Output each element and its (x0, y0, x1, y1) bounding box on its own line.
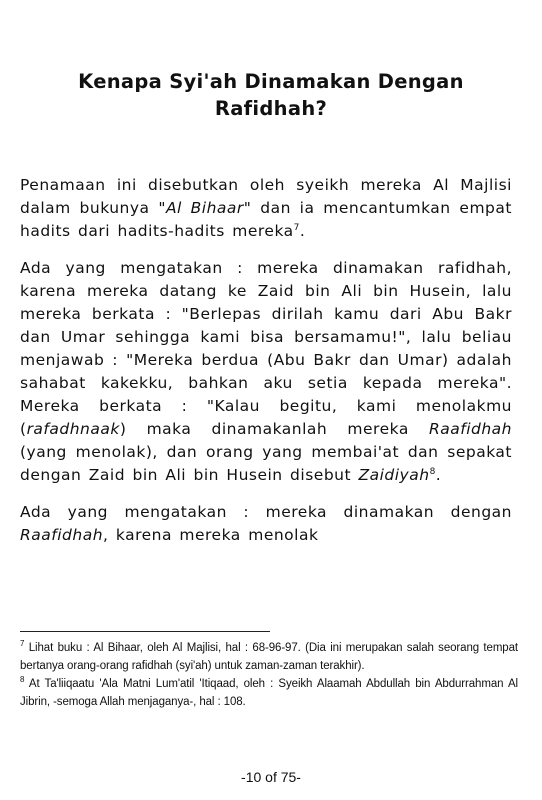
page-number: -10 of 75- (241, 769, 301, 785)
body-text (20, 174, 512, 561)
paragraph-text: Ada yang mengatakan : mereka dinamakan dengan (20, 503, 512, 521)
footnote-text: At Ta'liiqaatu 'Ala Matni Lum'atil 'Itiqaad, oleh : Syeikh Alaamah Abdullah bin Abdurrahman Al Jibrin, -semoga Allah menjaganya-, hal : 108. (20, 678, 518, 708)
footnotes (20, 639, 518, 711)
paragraph-2 (20, 257, 512, 487)
footnote-ref-8[interactable]: 8 (429, 466, 436, 477)
italic-term: rafadhnaak (26, 420, 120, 438)
paragraph-text: . (299, 222, 306, 240)
footnote-8 (20, 675, 518, 711)
page-title: Kenapa Syi'ah Dinamakan Dengan Rafidhah? (78, 70, 464, 120)
footnote-ref-7[interactable]: 7 (293, 222, 300, 233)
paragraph-text: ) maka dinamakanlah mereka (119, 420, 429, 438)
paragraph-text: " dan ia mencantumkan empat hadits dari hadits-hadits mereka (20, 199, 512, 240)
italic-term: Raafidhah (428, 420, 512, 438)
paragraph-text: Ada yang mengatakan : mereka dinamakan rafidhah, karena mereka datang ke Zaid bin Ali bin Husein, lalu mereka berkata : "Berlepas dirilah kamu dari Abu Bakr dan Umar sehingga kami bisa bersamamu!", lalu beliau menjawab : "Mereka berdua (Abu Bakr dan Umar) adalah sahabat kakekku, bahkan aku setia kepada mereka". Mereka berkata : "Kalau begitu, kami menolakmu ( (20, 259, 512, 438)
italic-term: Al Bihaar (165, 199, 244, 217)
footnote-divider (20, 631, 270, 632)
paragraph-text: (yang menolak), dan orang yang membai'at dan sepakat dengan Zaid bin Ali bin Husein disebut (20, 443, 512, 484)
footnote-text: Lihat buku : Al Bihaar, oleh Al Majlisi, hal : 68-96-97. (Dia ini merupakan salah seorang tempat bertanya orang-orang rafidhah (syi'ah) untuk zaman-zaman terakhir). (20, 642, 518, 672)
paragraph-1 (20, 174, 512, 243)
paragraph-text: , karena mereka menolak (103, 526, 319, 544)
italic-term: Raafidhah (20, 526, 104, 544)
italic-term: Zaidiyah (358, 466, 430, 484)
paragraph-3 (20, 501, 512, 547)
paragraph-text: Penamaan ini disebutkan oleh syeikh mereka Al Majlisi dalam bukunya " (20, 176, 512, 217)
footnote-number: 8 (20, 675, 25, 685)
paragraph-text: . (435, 466, 442, 484)
footnote-7 (20, 639, 518, 675)
footnote-number: 7 (20, 639, 25, 649)
